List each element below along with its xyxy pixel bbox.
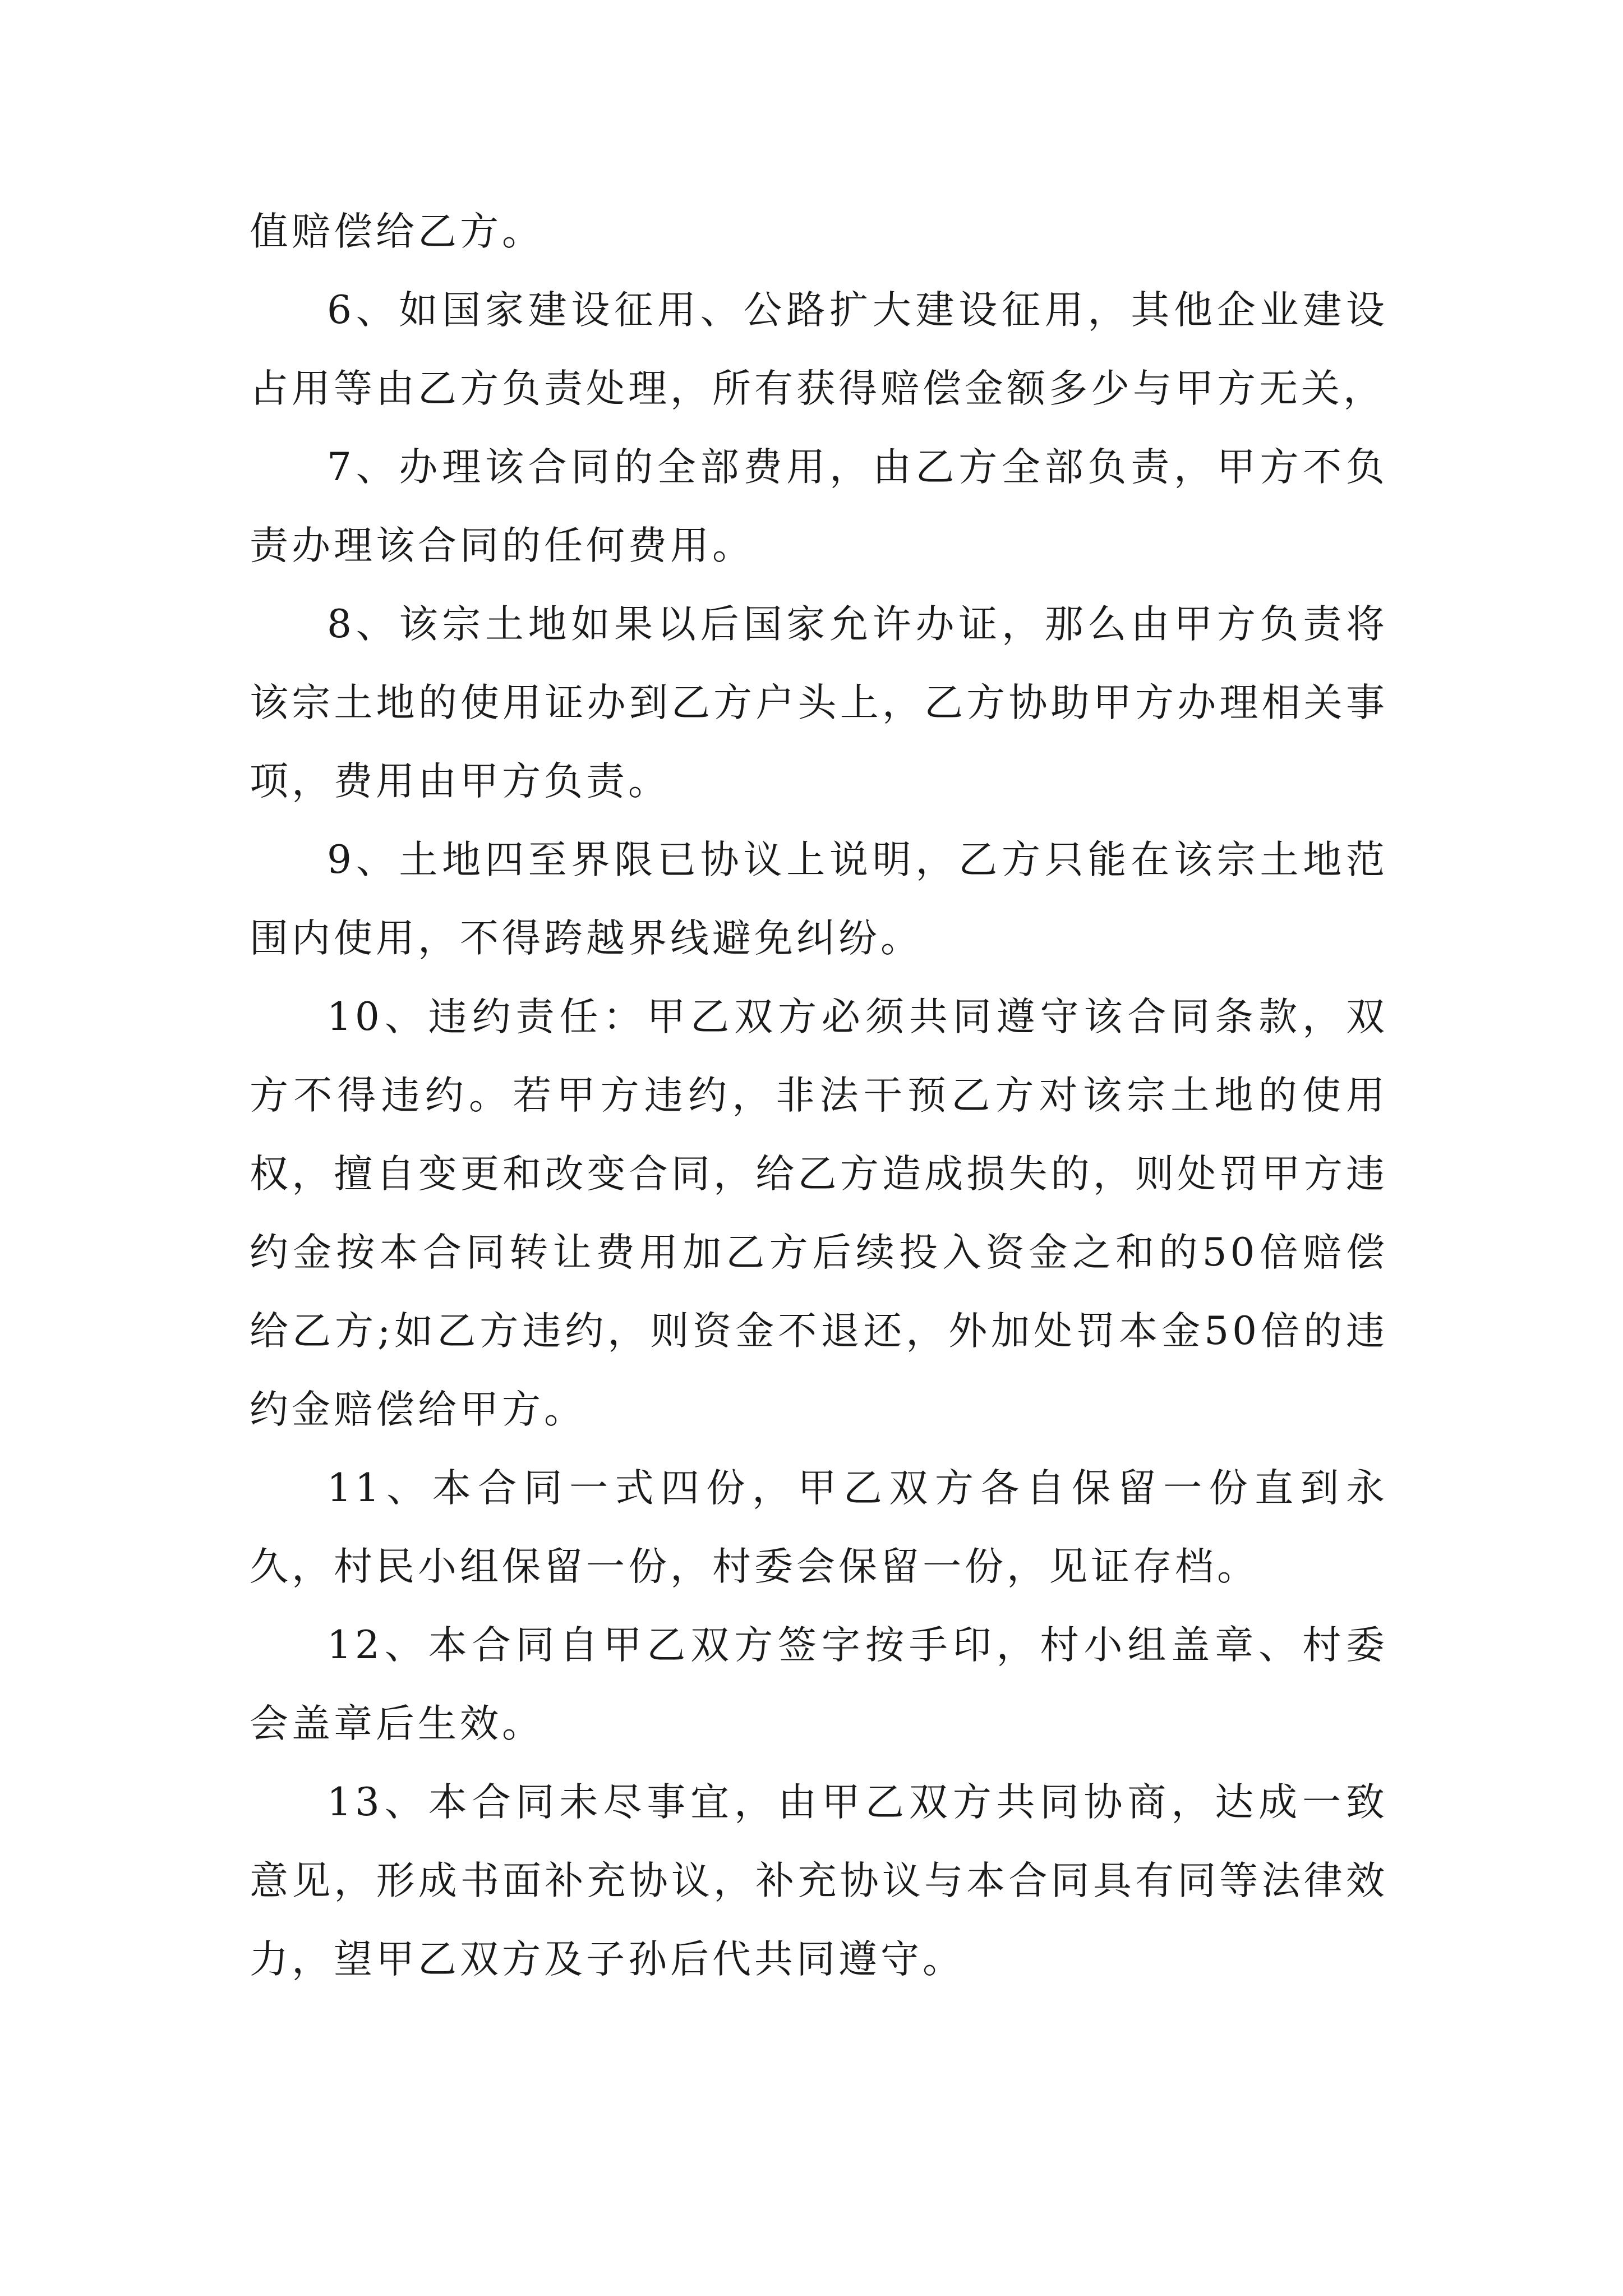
clause-8: 8、该宗土地如果以后国家允许办证，那么由甲方负责将该宗土地的使用证办到乙方户头上，乙方协助甲方办理相关事项，费用由甲方负责。 bbox=[250, 602, 1388, 804]
clause-12: 12、本合同自甲乙双方签字按手印，村小组盖章、村委会盖章后生效。 bbox=[250, 1623, 1388, 1746]
clause-10-breach-liability: 10、违约责任：甲乙双方必须共同遵守该合同条款，双方不得违约。若甲方违约，非法干预乙方对该宗土地的使用权，擅自变更和改变合同，给乙方造成损失的，则处罚甲方违约金按本合同转让费用加乙方后续投入资金之和的50倍赔偿给乙方;如乙方违约，则资金不退还，外加处罚本金50倍的违约金赔偿给甲方。 bbox=[250, 995, 1388, 1432]
clause-13: 13、本合同未尽事宜，由甲乙双方共同协商，达成一致意见，形成书面补充协议，补充协议与本合同具有同等法律效力，望甲乙双方及子孙后代共同遵守。 bbox=[250, 1780, 1388, 1982]
clause-11: 11、本合同一式四份，甲乙双方各自保留一份直到永久，村民小组保留一份，村委会保留一份，见证存档。 bbox=[250, 1466, 1388, 1589]
document-body bbox=[250, 192, 1388, 1999]
paragraph-continuation: 值赔偿给乙方。 bbox=[250, 209, 544, 254]
clause-9: 9、土地四至界限已协议上说明，乙方只能在该宗土地范围内使用，不得跨越界线避免纠纷。 bbox=[250, 838, 1388, 961]
clause-6: 6、如国家建设征用、公路扩大建设征用，其他企业建设占用等由乙方负责处理，所有获得赔偿金额多少与甲方无关， bbox=[250, 288, 1388, 411]
clause-7: 7、办理该合同的全部费用，由乙方全部负责，甲方不负责办理该合同的任何费用。 bbox=[250, 445, 1388, 568]
